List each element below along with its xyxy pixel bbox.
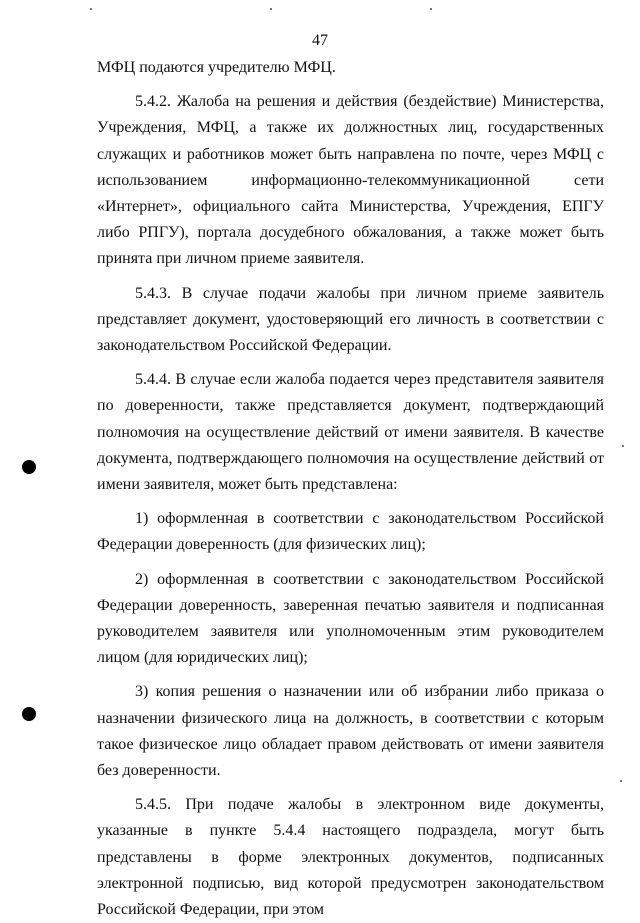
list-item-2 — [97, 567, 604, 672]
text-line: использованием информационно-телекоммуникационной сети «Интернет», — [97, 171, 604, 216]
scan-speck — [430, 8, 432, 10]
text-line: назначении физического лица на должность, в соответствии с которым такое — [97, 709, 604, 753]
scan-speck — [622, 445, 624, 447]
paragraph-continuation — [97, 55, 604, 81]
text-line: пункте 5.4.4 настоящего подраздела, могут быть представлены в форме — [97, 822, 605, 866]
text-line: электронных документов, подписанных электронной подписью, вид которой — [97, 848, 605, 892]
text-line: МФЦ подаются учредителю МФЦ. — [97, 59, 336, 76]
hole-punch-bottom — [22, 707, 36, 721]
text-line: досудебного обжалования, а также может быть принята при личном приеме — [97, 224, 605, 268]
text-line: 5.4.4. В случае если жалоба подается через представителя заявителя по — [97, 371, 604, 415]
paragraph-5-4-5 — [97, 792, 604, 923]
scan-speck — [90, 8, 92, 10]
text-line: Федерации доверенность, заверенная печатью заявителя и подписанная — [97, 596, 604, 614]
text-line: Федерации доверенность (для физических лиц); — [97, 536, 426, 554]
text-line: 3) копия решения о назначении или об избрании либо приказа о — [135, 683, 604, 701]
text-line: доверенности, также представляется документ, подтверждающий — [125, 397, 605, 415]
paragraph-5-4-3 — [97, 281, 604, 360]
text-line: предусмотрен законодательством Российской Федерации, при этом — [97, 874, 605, 919]
text-line: заявителя. — [293, 250, 365, 268]
text-line: 5.4.2. Жалоба на решения и действия (бездействие) Министерства, — [135, 93, 604, 111]
text-line: 1) оформленная в соответствии с законодательством Российской — [135, 510, 604, 528]
text-line: физическое лицо обладает правом действовать от имени заявителя без — [97, 735, 604, 780]
text-line: руководителем заявителя или уполномоченным этим руководителем лицом — [97, 623, 604, 667]
list-item-1 — [97, 506, 604, 558]
text-line: документа, подтверждающего полномочия на осуществление действий от — [97, 449, 604, 467]
document-body — [97, 55, 604, 923]
text-line: официального сайта Министерства, Учреждения, ЕПГУ либо РПГУ), портала — [97, 198, 604, 242]
text-line: представляет документ, удостоверяющий его личность в соответствии с — [97, 310, 604, 328]
text-line: законодательством Российской Федерации. — [97, 337, 392, 355]
text-line: 5.4.3. В случае подачи жалобы при личном приеме заявитель — [135, 284, 604, 302]
text-line: имени заявителя, может быть представлена: — [97, 476, 398, 494]
text-line: (для юридических лиц); — [143, 649, 308, 667]
paragraph-5-4-2 — [97, 89, 604, 272]
list-item-3 — [97, 679, 604, 784]
text-line: доверенности. — [122, 762, 221, 780]
hole-punch-top — [22, 460, 36, 474]
paragraph-5-4-4 — [97, 367, 604, 498]
scan-speck — [620, 780, 622, 782]
text-line: служащих и работников может быть направлена по почте, через МФЦ с — [97, 145, 604, 163]
text-line: полномочия на осуществление действий от имени заявителя. В качестве — [97, 423, 604, 441]
text-line: 2) оформленная в соответствии с законодательством Российской — [135, 570, 604, 588]
text-line: Учреждения, МФЦ, а также их должностных лиц, государственных — [97, 119, 604, 137]
page-number: 47 — [312, 32, 328, 49]
text-line: 5.4.5. При подаче жалобы в электронном виде документы, указанные в — [97, 796, 604, 840]
scan-speck — [270, 8, 272, 10]
